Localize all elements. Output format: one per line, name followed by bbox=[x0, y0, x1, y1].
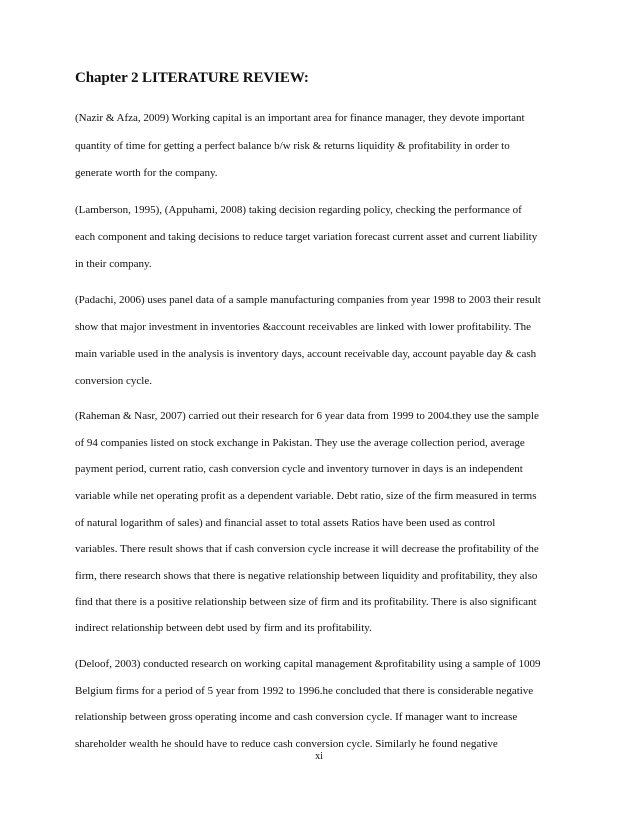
paragraph-4-line-8: find that there is a positive relationship between size of firm and its profitability. There is also significant bbox=[75, 596, 537, 608]
paragraph-4-line-6: variables. There result shows that if cash conversion cycle increase it will decrease the profitability of the bbox=[75, 543, 539, 555]
paragraph-2-line-2: each component and taking decisions to reduce target variation forecast current asset and current liability bbox=[75, 231, 538, 243]
paragraph-4-line-7: firm, there research shows that there is negative relationship between liquidity and profitability, they also bbox=[75, 570, 538, 582]
paragraph-3-line-3: main variable used in the analysis is inventory days, account receivable day, account payable day & cash bbox=[75, 348, 537, 360]
paragraph-1-line-1: (Nazir & Afza, 2009) Working capital is an important area for finance manager, they devote important bbox=[75, 112, 525, 124]
paragraph-3-line-4: conversion cycle. bbox=[75, 375, 152, 387]
paragraph-3-line-2: show that major investment in inventories &account receivables are linked with lower profitability. The bbox=[75, 321, 532, 333]
paragraph-4-line-9: indirect relationship between debt used by firm and its profitability. bbox=[75, 622, 372, 634]
paragraph-5-line-2: Belgium firms for a period of 5 year from 1992 to 1996.he concluded that there is considerable negative bbox=[75, 685, 534, 697]
paragraph-3-line-1: (Padachi, 2006) uses panel data of a sample manufacturing companies from year 1998 to 2003 their result bbox=[75, 294, 541, 306]
page-number: xi bbox=[315, 751, 323, 762]
paragraph-4-line-1: (Raheman & Nasr, 2007) carried out their research for 6 year data from 1999 to 2004.they use the sample bbox=[75, 410, 539, 422]
paragraph-5-line-4: shareholder wealth he should have to reduce cash conversion cycle. Similarly he found negative bbox=[75, 738, 498, 750]
paragraph-1-line-2: quantity of time for getting a perfect balance b/w risk & returns liquidity & profitability in order to bbox=[75, 140, 510, 152]
paragraph-4-line-3: payment period, current ratio, cash conversion cycle and inventory turnover in days is an independent bbox=[75, 463, 523, 475]
paragraph-2-line-1: (Lamberson, 1995), (Appuhami, 2008) taking decision regarding policy, checking the performance of bbox=[75, 204, 522, 216]
paragraph-4-line-2: of 94 companies listed on stock exchange in Pakistan. They use the average collection period, average bbox=[75, 437, 525, 449]
paragraph-2-line-3: in their company. bbox=[75, 258, 152, 270]
paragraph-4-line-5: of natural logarithm of sales) and financial asset to total assets Ratios have been used as control bbox=[75, 517, 496, 529]
paragraph-5-line-3: relationship between gross operating income and cash conversion cycle. If manager want to increase bbox=[75, 711, 518, 723]
paragraph-1-line-3: generate worth for the company. bbox=[75, 167, 218, 179]
paragraph-5-line-1: (Deloof, 2003) conducted research on working capital management &profitability using a sample of 1009 bbox=[75, 658, 541, 670]
chapter-heading: Chapter 2 LITERATURE REVIEW: bbox=[75, 70, 309, 86]
paragraph-4-line-4: variable while net operating profit as a dependent variable. Debt ratio, size of the firm measured in terms bbox=[75, 490, 537, 502]
